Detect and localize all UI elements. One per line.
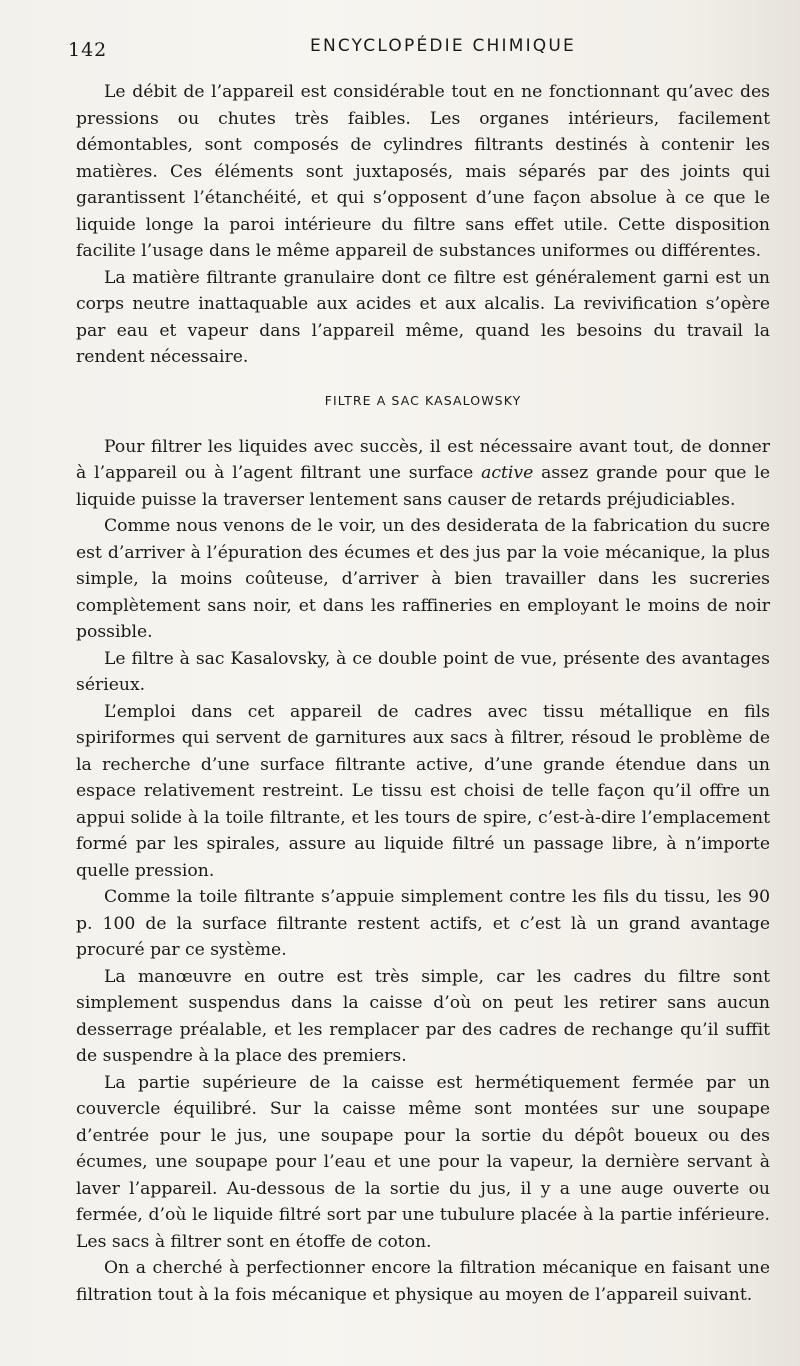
paragraph-manoeuvre: La manœuvre en outre est très simple, car les cadres du filtre sont simplement suspendus dans la caisse d’où on peut les retirer sans aucun desserrage préalable, et les remplacer par des cadres de rechange qu’il suffit de suspendre à la place des premiers. xyxy=(76,966,770,1066)
paragraph-toile-filtrante: Comme la toile filtrante s’appuie simplement contre les fils du tissu, les 90 p. 100 de la surface filtrante restent actifs, et c’est là un grand avantage procuré par ce système. xyxy=(76,887,770,960)
paragraph-surface-active xyxy=(76,434,770,514)
paragraph-partie-superieure: La partie supérieure de la caisse est hermétiquement fermée par un couvercle équilibré. Sur la caisse même sont montées sur une soupape d’entrée pour le jus, une soupape pour la sortie du dépôt boueux ou des écumes, une soupape pour l’eau et une pour la vapeur, la dernière servant à laver l’appareil. Au-dessous de la sortie du jus, il y a une auge ouverte ou fermée, d’où le liquide filtré sort par une tubulure placée à la partie inférieure. Les sacs à filtrer sont en étoffe de coton. xyxy=(76,1072,770,1252)
body-text xyxy=(76,79,770,1308)
paragraph-double-point-de-vue: Le filtre à sac Kasalovsky, à ce double point de vue, présente des avantages sérieux. xyxy=(76,648,770,695)
page-number: 142 xyxy=(68,39,108,61)
paragraph-text-part: assez grande pour que le liquide puisse la traverser lentement sans causer de retards préjudiciables. xyxy=(76,463,770,510)
emphasized-word: active xyxy=(481,463,534,483)
paragraph-matiere-filtrante: La matière filtrante granulaire dont ce filtre est généralement garni est un corps neutre inattaquable aux acides et aux alcalis. La revivification s’opère par eau et vapeur dans l’appareil même, quand les besoins du travail la rendent nécessaire. xyxy=(76,267,770,367)
paragraph-cadres-tissu: L’emploi dans cet appareil de cadres avec tissu métallique en fils spiriformes qui servent de garnitures aux sacs à filtrer, résoud le problème de la recherche d’une surface filtrante active, d’une grande étendue dans un espace relativement restreint. Le tissu est choisi de telle façon qu’il offre un appui solide à la toile filtrante, et les tours de spire, c’est-à-dire l’emplacement formé par les spirales, assure au liquide filtré un passage libre, à n’importe quelle pression. xyxy=(76,701,770,881)
page-header xyxy=(68,34,770,64)
running-title: ENCYCLOPÉDIE CHIMIQUE xyxy=(310,36,576,56)
paragraph-perfectionner: On a cherché à perfectionner encore la filtration mécanique en faisant une filtration tout à la fois mécanique et physique au moyen de l’appareil suivant. xyxy=(76,1258,770,1305)
paragraph-desiderata: Comme nous venons de le voir, un des desiderata de la fabrication du sucre est d’arriver à l’épuration des écumes et des jus par la voie mécanique, la plus simple, la moins coûteuse, d’arriver à bien travailler dans les sucreries complètement sans noir, et dans les raffineries en employant le moins de noir possible. xyxy=(76,516,770,642)
paragraph-text-part: Pour filtrer les liquides avec succès, il est nécessaire avant tout, de donner à l’appareil ou à l’agent filtrant une surface xyxy=(76,436,770,483)
section-heading: FILTRE A SAC KASALOWSKY xyxy=(324,392,522,408)
paragraph-debit: Le débit de l’appareil est considérable tout en ne fonctionnant qu’avec des pressions ou chutes très faibles. Les organes intérieurs, facilement démontables, sont composés de cylindres filtrants destinés à contenir les matières. Ces éléments sont juxtaposés, mais séparés par des joints qui garantissent l’étanchéité, et qui s’opposent d’une façon absolue à ce que le liquide longe la paroi intérieure du filtre sans effet utile. Cette disposition facilite l’usage dans le même appareil de substances uniformes ou différentes. xyxy=(76,82,770,261)
